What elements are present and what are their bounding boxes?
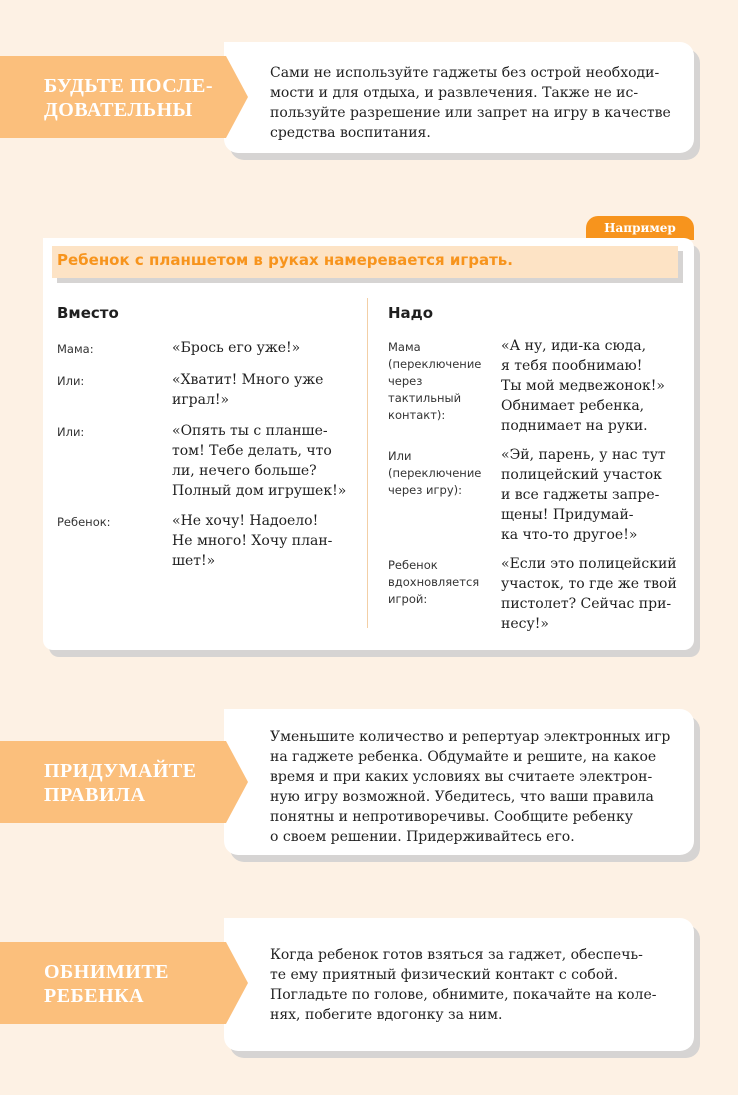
- instead-speaker: Или:: [57, 374, 85, 388]
- instead-heading: Вместо: [57, 304, 119, 322]
- instead-quote: «Не хочу! Надоело! Не много! Хочу план- шет!»: [172, 513, 333, 569]
- should-speaker: Мама (переключение через тактильный контакт):: [388, 340, 482, 422]
- tip-text-hug: Когда ребенок готов взяться за гаджет, обеспечь- те ему приятный физический контакт с собой. Погладьте по голове, обнимите, покачайте на коле- нях, побегите вдогонку за ним.: [270, 947, 657, 1023]
- instead-quote: «Брось его уже!»: [172, 340, 301, 356]
- tip-tag-consistent: [0, 56, 250, 138]
- column-divider: [367, 298, 368, 628]
- tip-tag-label: БУДЬТЕ ПОСЛЕ- ДОВАТЕЛЬНЫ: [44, 75, 214, 121]
- should-heading: Надо: [388, 304, 434, 322]
- tip-tag-label: ОБНИМИТЕ РЕБЕНКА: [44, 961, 170, 1007]
- instead-speaker: Ребенок:: [57, 515, 111, 529]
- should-quote: «Эй, парень, у нас тут полицейский участок и все гаджеты запре- щены! Придумай- ка что-то другое!»: [501, 447, 666, 543]
- instead-speaker: Мама:: [57, 342, 94, 356]
- scenario-bar: [52, 246, 678, 278]
- tip-text-rules: Уменьшите количество и репертуар электронных игр на гаджете ребенка. Обдумайте и решите, на какое время и при каких условиях вы считаете электрон- ную игру возможной. Убедитесь, что ваши правила понятны и непротиворечивы. Сообщите ребенку о своем решении. Придерживайтесь его.: [270, 729, 671, 845]
- instead-quote: «Хватит! Много уже играл!»: [172, 372, 324, 408]
- tip-text-consistent: Сами не используйте гаджеты без острой необходи- мости и для отдыха, и развлечения. Также не ис- пользуйте разрешение или запрет на игру в качестве средства воспитания.: [270, 65, 671, 141]
- should-quote: «Если это полицейский участок, то где же твой пистолет? Сейчас при- несу!»: [501, 556, 677, 632]
- tip-tag-rules: [0, 741, 250, 823]
- instead-speaker: Или:: [57, 425, 85, 439]
- tip-tag-label: ПРИДУМАЙТЕ ПРАВИЛА: [44, 760, 197, 806]
- scenario-text: Ребенок с планшетом в руках намеревается играть.: [57, 251, 513, 269]
- tip-tag-hug: [0, 942, 250, 1024]
- should-speaker: Или (переключение через игру):: [388, 449, 482, 497]
- should-speaker: Ребенок вдохновляется игрой:: [388, 558, 480, 606]
- instead-quote: «Опять ты с планше- том! Тебе делать, что ли, нечего больше? Полный дом игрушек!»: [172, 423, 347, 499]
- should-quote: «А ну, иди-ка сюда, я тебя пообнимаю! Ты мой медвежонок!» Обнимает ребенка, поднимает на руки.: [501, 338, 666, 434]
- example-badge: Например: [586, 216, 694, 240]
